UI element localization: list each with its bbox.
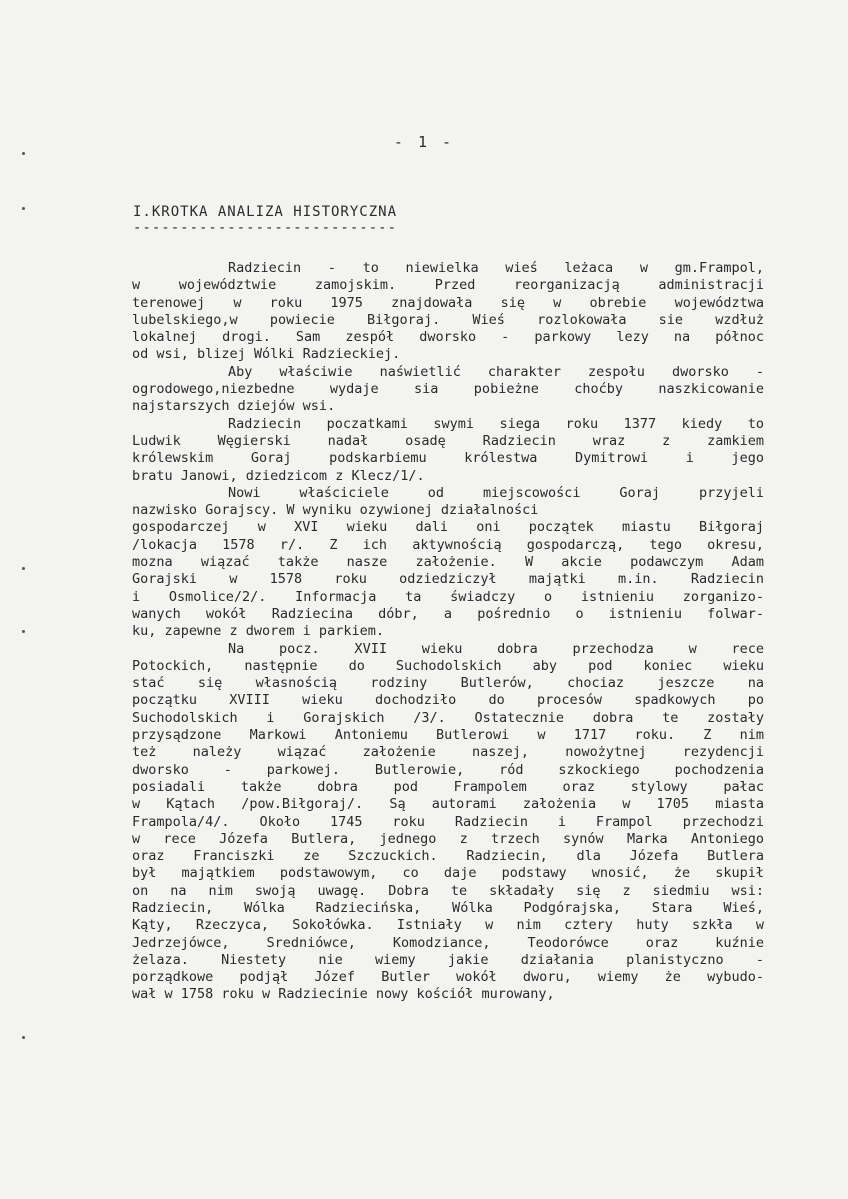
text-line: od wsi, blizej Wólki Radzieckiej. <box>132 346 401 363</box>
text-line: przysądzone Markowi Antoniemu Butlerowi w 1717 roku. Z nim <box>132 727 764 744</box>
text-line: w Kątach /pow.Biłgoraj/. Są autorami założenia w 1705 miasta <box>132 796 764 813</box>
text-line: Gorajski w 1578 roku odziedziczył majątki m.in. Radziecin <box>132 571 764 588</box>
text-line: Potockich, następnie do Suchodolskich aby pod koniec wieku <box>132 657 764 674</box>
text-line: w rece Józefa Butlera, jednego z trzech synów Marka Antoniego <box>132 830 764 847</box>
text-line: terenowej w roku 1975 znajdowała się w obrebie województwa <box>132 294 764 311</box>
text-line: Radziecin poczatkami swymi siega roku 1377 kiedy to <box>228 415 764 432</box>
text-line: nazwisko Gorajscy. W wyniku ozywionej działalności <box>132 502 539 519</box>
text-line: Radziecin - to niewielka wieś leżaca w gm.Frampol, <box>228 260 764 276</box>
text-line: Radziecin, Wólka Radziecińska, Wólka Podgórajska, Stara Wieś, <box>132 899 764 916</box>
text-line: on na nim swoją uwagę. Dobra te składały się z siedmiu wsi: <box>132 882 764 899</box>
text-line: posiadali także dobra pod Frampolem oraz stylowy pałac <box>132 778 764 795</box>
text-line: królewskim Goraj podskarbiemu królestwa Dymitrowi i jego <box>132 450 764 467</box>
scan-speck <box>22 1036 25 1039</box>
scan-speck <box>22 152 25 155</box>
text-line: Aby właściwie naświetlić charakter zespołu dworsko - <box>228 363 764 380</box>
text-line: też należy wiązać założenie naszej, nowożytnej rezydencji <box>132 744 764 761</box>
text-line: Ludwik Węgierski nadał osadę Radziecin wraz z zamkiem <box>132 432 764 449</box>
text-line: początku XVIII wieku dochodziło do procesów spadkowych po <box>132 692 764 709</box>
text-line: Frampola/4/. Około 1745 roku Radziecin i Frampol przechodzi <box>132 813 764 830</box>
text-line: /lokacja 1578 r/. Z ich aktywnością gospodarczą, tego okresu, <box>132 536 764 553</box>
text-line: Nowi właściciele od miejscowości Goraj przyjeli <box>228 484 764 501</box>
scan-speck <box>22 567 25 570</box>
text-line: stać się własnością rodziny Butlerów, chociaz jeszcze na <box>132 675 764 692</box>
text-line: najstarszych dziejów wsi. <box>132 398 336 415</box>
text-line: mozna wiązać także nasze założenie. W akcie podawczym Adam <box>132 554 764 571</box>
text-line: Jedrzejówce, Sredniówce, Komodziance, Teodorówce oraz kuźnie <box>132 934 764 951</box>
text-line: wanych wokół Radziecina dóbr, a pośrednio o istnieniu folwar- <box>132 605 764 622</box>
text-line: Na pocz. XVII wieku dobra przechodza w rece <box>228 640 764 657</box>
scan-speck <box>22 207 25 210</box>
scan-speck <box>22 630 25 633</box>
text-line: Suchodolskich i Gorajskich /3/. Ostatecznie dobra te zostały <box>132 709 764 726</box>
section-heading: I.KROTKA ANALIZA HISTORYCZNA <box>133 204 398 220</box>
text-line: oraz Franciszki ze Szczuckich. Radziecin, dla Józefa Butlera <box>132 848 764 865</box>
heading-underline: ---------------------------- <box>133 220 398 236</box>
text-line: bratu Janowi, dziedzicom z Klecz/1/. <box>132 467 425 484</box>
body-text <box>132 260 764 1004</box>
text-line: w województwie zamojskim. Przed reorganizacją administracji <box>132 277 764 294</box>
text-line: Kąty, Rzeczyca, Sokołówka. Istniały w nim cztery huty szkła w <box>132 917 764 934</box>
text-line: lubelskiego,w powiecie Biłgoraj. Wieś rozlokowała sie wzdłuż <box>132 311 764 328</box>
text-line: wał w 1758 roku w Radziecinie nowy kościół murowany, <box>132 986 555 1003</box>
text-line: gospodarczej w XVI wieku dali oni początek miastu Biłgoraj <box>132 519 764 536</box>
text-line: i Osmolice/2/. Informacja ta świadczy o istnieniu zorganizo- <box>132 588 764 605</box>
text-line: porządkowe podjął Józef Butler wokół dworu, wiemy że wybudo- <box>132 969 764 986</box>
text-line: ku, zapewne z dworem i parkiem. <box>132 623 384 640</box>
text-line: był majątkiem podstawowym, co daje podstawy wnosić, że skupił <box>132 865 764 882</box>
page-number: - 1 - <box>393 133 455 151</box>
text-line: ogrodowego,niezbedne wydaje sia pobieżne choćby naszkicowanie <box>132 381 764 398</box>
text-line: lokalnej drogi. Sam zespół dworsko - parkowy lezy na północ <box>132 329 764 346</box>
text-line: dworsko - parkowej. Butlerowie, ród szkockiego pochodzenia <box>132 761 764 778</box>
text-line: żelaza. Niestety nie wiemy jakie działania planistyczno - <box>132 951 764 968</box>
